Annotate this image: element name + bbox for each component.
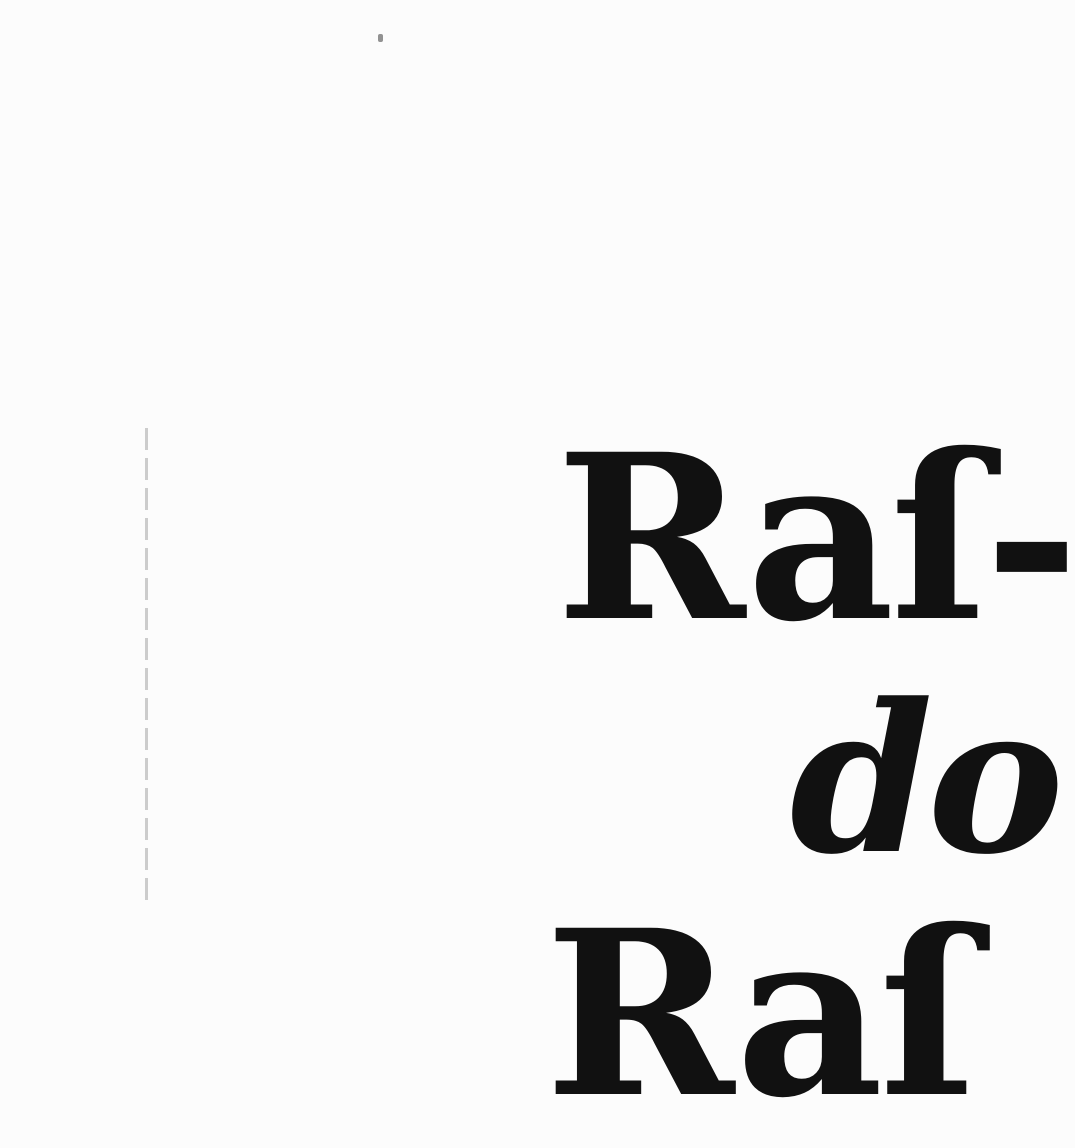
margin-rule: [145, 428, 148, 908]
text-line-1: Raſ-: [556, 404, 1075, 672]
text-line-3: Raſ: [545, 880, 974, 1148]
text-line-2: do: [790, 660, 1059, 900]
ink-speck: [378, 34, 383, 42]
